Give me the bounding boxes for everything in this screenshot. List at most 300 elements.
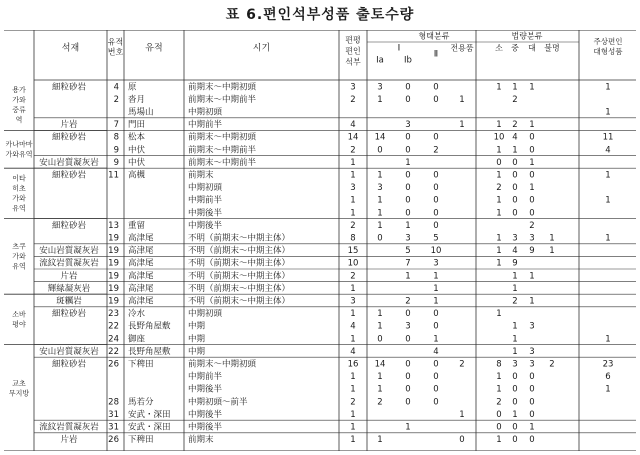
- header-total: 석부: [345, 57, 361, 67]
- value-cell: 0: [433, 397, 439, 408]
- site-cell: 高津尾: [128, 271, 154, 282]
- value-cell: 3: [377, 183, 383, 194]
- header-period: 시기: [252, 43, 271, 54]
- site-cell: 高津尾: [128, 246, 154, 257]
- value-cell: 1: [512, 82, 518, 93]
- header-form: 형태분류: [418, 31, 450, 41]
- value-cell: 0: [529, 435, 535, 446]
- header-large: 대형성품: [593, 47, 623, 56]
- value-cell: 0: [496, 422, 502, 433]
- value-cell: 2: [433, 145, 439, 156]
- period-cell: 前期末～中期前半: [188, 94, 257, 105]
- header-form-I: I: [397, 43, 401, 54]
- site-no-cell: 28: [108, 397, 119, 408]
- value-cell: 1: [512, 271, 518, 282]
- group-label: 무지방: [8, 389, 30, 398]
- period-cell: 中期: [188, 334, 206, 345]
- value-cell: 3: [350, 82, 356, 93]
- site-cell: 長野角屋敷: [128, 321, 171, 332]
- site-no-cell: 19: [108, 258, 119, 269]
- header-size: 불명: [544, 43, 560, 53]
- site-no-cell: 13: [108, 220, 119, 231]
- value-cell: 1: [549, 246, 555, 257]
- value-cell: 0: [459, 435, 465, 446]
- value-cell: 0: [433, 183, 439, 194]
- group-label: 가와: [12, 96, 26, 105]
- value-cell: 2: [350, 145, 356, 156]
- group-label: 교초: [12, 379, 26, 388]
- value-cell: 1: [496, 309, 502, 320]
- value-cell: 2: [512, 94, 518, 105]
- value-cell: 0: [529, 409, 535, 420]
- value-cell: 2: [529, 220, 535, 231]
- value-cell: 0: [405, 397, 411, 408]
- value-cell: 1: [405, 422, 411, 433]
- period-cell: 中期前半: [188, 120, 223, 131]
- period-cell: 前期末～中期前半: [188, 157, 257, 168]
- value-cell: 1: [377, 208, 383, 219]
- data-table: [4, 30, 636, 451]
- value-cell: 3: [529, 233, 535, 244]
- table-svg: [4, 30, 636, 451]
- value-cell: 1: [529, 120, 535, 131]
- value-cell: 7: [405, 258, 411, 269]
- stone-cell: 流紋岩質凝灰岩: [39, 422, 99, 433]
- stone-cell: 細粒砂岩: [51, 220, 87, 231]
- period-cell: 中期初頭～前半: [188, 397, 248, 408]
- stone-cell: 細粒砂岩: [51, 309, 87, 320]
- value-cell: 1: [350, 195, 356, 206]
- site-no-cell: 22: [108, 321, 119, 332]
- value-cell: 0: [405, 183, 411, 194]
- header-site-no: 유적: [107, 37, 124, 47]
- period-cell: 不明（前期末～中期主体）: [188, 233, 291, 244]
- value-cell: 0: [496, 157, 502, 168]
- value-cell: 0: [405, 145, 411, 156]
- site-no-cell: 26: [108, 359, 119, 370]
- value-cell: 0: [512, 372, 518, 383]
- site-cell: 松本: [128, 132, 146, 143]
- value-cell: 1: [350, 157, 356, 168]
- group-label: 히초: [12, 184, 26, 193]
- value-cell: 1: [496, 435, 502, 446]
- value-cell: 15: [347, 246, 359, 257]
- value-cell: 1: [605, 334, 611, 345]
- value-cell: 5: [433, 233, 439, 244]
- stone-cell: 輝緑凝灰岩: [47, 283, 91, 294]
- value-cell: 1: [496, 258, 502, 269]
- value-cell: 1: [605, 233, 611, 244]
- value-cell: 0: [405, 132, 411, 143]
- value-cell: 6: [605, 372, 611, 383]
- site-no-cell: 31: [108, 409, 119, 420]
- header-size: 대: [528, 43, 536, 53]
- value-cell: 10: [347, 258, 359, 269]
- site-cell: 御座: [128, 334, 146, 345]
- value-cell: 3: [529, 321, 535, 332]
- site-no-cell: 4: [113, 82, 119, 93]
- period-cell: 不明（前期末～中期主体）: [188, 271, 291, 282]
- value-cell: 0: [405, 195, 411, 206]
- value-cell: 3: [377, 82, 383, 93]
- value-cell: 3: [350, 183, 356, 194]
- site-no-cell: 8: [113, 132, 119, 143]
- group-label: 이타: [12, 174, 26, 183]
- site-cell: 門田: [128, 120, 146, 131]
- value-cell: 1: [377, 94, 383, 105]
- header-form-Ia: Ⅰa: [376, 55, 384, 66]
- site-no-cell: 9: [113, 157, 119, 168]
- period-cell: 中期: [188, 346, 206, 357]
- site-cell: 安武・深田: [128, 422, 171, 433]
- group-label: 츠쿠: [12, 242, 26, 251]
- value-cell: 1: [350, 372, 356, 383]
- period-cell: 前期末: [188, 170, 214, 181]
- value-cell: 0: [405, 309, 411, 320]
- header-size: 소: [495, 43, 503, 53]
- period-cell: 前期末～中期初頭: [188, 132, 257, 143]
- value-cell: 2: [405, 296, 411, 307]
- value-cell: 1: [350, 309, 356, 320]
- site-no-cell: 11: [108, 170, 119, 181]
- header-transfer: 전용품: [450, 43, 474, 53]
- site-cell: 安武・深田: [128, 409, 171, 420]
- value-cell: 1: [405, 157, 411, 168]
- value-cell: 1: [529, 422, 535, 433]
- stone-cell: 細粒砂岩: [51, 170, 87, 181]
- header-form-II: Ⅱ: [433, 49, 439, 60]
- value-cell: 1: [605, 170, 611, 181]
- group-label: 유역: [12, 204, 26, 213]
- value-cell: 1: [350, 283, 356, 294]
- period-cell: 不明（前期末～中期主体）: [188, 246, 291, 257]
- value-cell: 0: [529, 170, 535, 181]
- value-cell: 4: [512, 132, 518, 143]
- value-cell: 1: [377, 220, 383, 231]
- group-label: 용가: [12, 86, 26, 95]
- site-cell: 高槻: [128, 170, 146, 181]
- site-cell: 高津尾: [128, 258, 154, 269]
- value-cell: 4: [433, 346, 439, 357]
- site-cell: 高津尾: [128, 283, 154, 294]
- value-cell: 1: [350, 435, 356, 446]
- value-cell: 0: [377, 334, 383, 345]
- header-size: 중: [511, 43, 519, 53]
- value-cell: 1: [459, 120, 465, 131]
- group-label: 가와: [12, 252, 26, 261]
- value-cell: 0: [512, 422, 518, 433]
- value-cell: 4: [350, 120, 356, 131]
- value-cell: 1: [496, 233, 502, 244]
- value-cell: 0: [433, 372, 439, 383]
- period-cell: 中期前半: [188, 372, 223, 383]
- value-cell: 2: [350, 397, 356, 408]
- stone-cell: 斑糲岩: [56, 296, 82, 307]
- value-cell: 1: [496, 384, 502, 395]
- stone-cell: 安山岩質凝灰岩: [39, 246, 99, 257]
- value-cell: 1: [377, 435, 383, 446]
- value-cell: 0: [512, 183, 518, 194]
- header-total: 편평: [345, 35, 361, 45]
- value-cell: 4: [512, 246, 518, 257]
- value-cell: 0: [512, 384, 518, 395]
- value-cell: 0: [405, 170, 411, 181]
- value-cell: 1: [529, 183, 535, 194]
- value-cell: 1: [512, 283, 518, 294]
- value-cell: 4: [350, 346, 356, 357]
- value-cell: 0: [405, 372, 411, 383]
- value-cell: 0: [405, 94, 411, 105]
- value-cell: 0: [405, 82, 411, 93]
- value-cell: 1: [529, 82, 535, 93]
- period-cell: 中期後半: [188, 384, 223, 395]
- value-cell: 1: [350, 422, 356, 433]
- period-cell: 前期末: [188, 435, 214, 446]
- stone-cell: 安山岩質凝灰岩: [39, 157, 99, 168]
- value-cell: 14: [374, 359, 386, 370]
- value-cell: 1: [377, 195, 383, 206]
- value-cell: 1: [512, 346, 518, 357]
- site-cell: 原: [128, 82, 137, 93]
- header-blade: 법량분류: [511, 31, 543, 41]
- site-cell: 中伏: [128, 157, 146, 168]
- period-cell: 中期初頭: [188, 107, 223, 118]
- group-label: 소바: [12, 310, 26, 319]
- value-cell: 3: [433, 258, 439, 269]
- site-no-cell: 19: [108, 296, 119, 307]
- site-no-cell: 9: [113, 145, 119, 156]
- site-cell: 中伏: [128, 145, 146, 156]
- value-cell: 2: [512, 120, 518, 131]
- header-site: 유적: [145, 43, 163, 54]
- value-cell: 3: [529, 346, 535, 357]
- value-cell: 0: [405, 359, 411, 370]
- site-no-cell: 19: [108, 283, 119, 294]
- table-title: 표 6.편인석부성품 출토수량: [225, 7, 415, 23]
- value-cell: 0: [433, 195, 439, 206]
- period-cell: 中期後半: [188, 220, 223, 231]
- value-cell: 0: [512, 195, 518, 206]
- site-no-cell: 26: [108, 435, 119, 446]
- value-cell: 1: [377, 372, 383, 383]
- value-cell: 1: [549, 233, 555, 244]
- value-cell: 1: [496, 246, 502, 257]
- value-cell: 2: [549, 359, 555, 370]
- site-no-cell: 22: [108, 346, 119, 357]
- value-cell: 1: [512, 321, 518, 332]
- value-cell: 1: [433, 283, 439, 294]
- stone-cell: 安山岩質凝灰岩: [39, 346, 99, 357]
- value-cell: 1: [377, 384, 383, 395]
- site-cell: 長野角屋敷: [128, 346, 171, 357]
- stone-cell: 片岩: [60, 435, 78, 446]
- value-cell: 1: [605, 384, 611, 395]
- period-cell: 中期初頭: [188, 309, 223, 320]
- site-cell: 高津尾: [128, 233, 154, 244]
- value-cell: 0: [529, 384, 535, 395]
- site-no-cell: 19: [108, 233, 119, 244]
- site-cell: 下稗田: [128, 435, 154, 446]
- site-no-cell: 19: [108, 246, 119, 257]
- value-cell: 0: [433, 94, 439, 105]
- value-cell: 1: [433, 334, 439, 345]
- value-cell: 5: [405, 246, 411, 257]
- value-cell: 1: [496, 208, 502, 219]
- value-cell: 1: [350, 334, 356, 345]
- value-cell: 0: [405, 208, 411, 219]
- value-cell: 2: [459, 359, 465, 370]
- stone-cell: 細粒砂岩: [51, 359, 87, 370]
- value-cell: 0: [512, 435, 518, 446]
- site-cell: 馬場山: [128, 107, 154, 118]
- value-cell: 2: [350, 220, 356, 231]
- value-cell: 2: [350, 271, 356, 282]
- value-cell: 1: [496, 195, 502, 206]
- period-cell: 中期後半: [188, 409, 223, 420]
- group-label: 중류: [12, 106, 26, 115]
- value-cell: 2: [512, 296, 518, 307]
- value-cell: 1: [512, 145, 518, 156]
- group-label: 평야: [12, 320, 26, 329]
- value-cell: 0: [496, 409, 502, 420]
- value-cell: 1: [350, 208, 356, 219]
- value-cell: 0: [512, 170, 518, 181]
- value-cell: 1: [496, 120, 502, 131]
- value-cell: 0: [377, 145, 383, 156]
- value-cell: 0: [433, 82, 439, 93]
- period-cell: 不明（前期末～中期主体）: [188, 258, 291, 269]
- value-cell: 11: [602, 132, 614, 143]
- header-form-Ib: Ⅰb: [404, 55, 412, 66]
- value-cell: 1: [529, 271, 535, 282]
- value-cell: 0: [405, 334, 411, 345]
- value-cell: 0: [512, 397, 518, 408]
- value-cell: 1: [377, 309, 383, 320]
- period-cell: 中期後半: [188, 422, 223, 433]
- value-cell: 1: [529, 296, 535, 307]
- site-cell: 冷水: [128, 309, 146, 320]
- value-cell: 0: [529, 145, 535, 156]
- header-total: 편인: [345, 46, 361, 56]
- period-cell: 不明（前期末～中期主体）: [188, 296, 291, 307]
- value-cell: 1: [605, 107, 611, 118]
- value-cell: 2: [350, 94, 356, 105]
- period-cell: 不明（前期末～中期主体）: [188, 283, 291, 294]
- value-cell: 0: [433, 309, 439, 320]
- site-cell: 馬若分: [128, 397, 154, 408]
- site-no-cell: 24: [108, 334, 119, 345]
- value-cell: 8: [496, 359, 502, 370]
- value-cell: 1: [405, 271, 411, 282]
- stone-cell: 細粒砂岩: [51, 82, 87, 93]
- value-cell: 4: [350, 321, 356, 332]
- value-cell: 1: [496, 82, 502, 93]
- value-cell: 0: [433, 321, 439, 332]
- value-cell: 0: [529, 397, 535, 408]
- value-cell: 0: [433, 170, 439, 181]
- stone-cell: 細粒砂岩: [51, 132, 87, 143]
- value-cell: 0: [433, 208, 439, 219]
- header-large: 주상편인: [593, 37, 623, 46]
- value-cell: 1: [433, 296, 439, 307]
- header-stone: 석재: [61, 43, 80, 54]
- value-cell: 1: [459, 94, 465, 105]
- value-cell: 0: [512, 208, 518, 219]
- value-cell: 1: [496, 170, 502, 181]
- value-cell: 1: [529, 157, 535, 168]
- group-label: 유역: [12, 262, 26, 271]
- value-cell: 3: [405, 120, 411, 131]
- value-cell: 3: [529, 359, 535, 370]
- value-cell: 14: [347, 132, 359, 143]
- value-cell: 0: [377, 233, 383, 244]
- site-no-cell: 19: [108, 271, 119, 282]
- value-cell: 3: [512, 233, 518, 244]
- value-cell: 10: [430, 246, 442, 257]
- value-cell: 0: [529, 195, 535, 206]
- value-cell: 1: [433, 271, 439, 282]
- value-cell: 14: [374, 132, 386, 143]
- stone-cell: 片岩: [60, 271, 78, 282]
- value-cell: 10: [493, 132, 505, 143]
- value-cell: 1: [496, 145, 502, 156]
- value-cell: 4: [605, 145, 611, 156]
- stone-cell: 流紋岩質凝灰岩: [39, 258, 99, 269]
- group-label: 역: [15, 116, 23, 125]
- value-cell: 0: [433, 384, 439, 395]
- period-cell: 中期後半: [188, 208, 223, 219]
- value-cell: 1: [350, 384, 356, 395]
- period-cell: 前期末～中期前半: [188, 145, 257, 156]
- site-no-cell: 2: [113, 94, 119, 105]
- value-cell: 3: [405, 233, 411, 244]
- value-cell: 9: [512, 258, 518, 269]
- value-cell: 0: [433, 220, 439, 231]
- group-label: 카나마마: [5, 140, 33, 149]
- value-cell: 2: [377, 397, 383, 408]
- site-no-cell: 23: [108, 309, 119, 320]
- value-cell: 1: [350, 170, 356, 181]
- value-cell: 0: [529, 208, 535, 219]
- value-cell: 1: [605, 195, 611, 206]
- group-label: 가와유역: [5, 150, 33, 159]
- stone-cell: 片岩: [60, 120, 78, 131]
- value-cell: 1: [496, 372, 502, 383]
- group-label: 가와: [12, 194, 26, 203]
- value-cell: 3: [405, 321, 411, 332]
- value-cell: 1: [405, 220, 411, 231]
- period-cell: 前期末～中期初頭: [188, 359, 257, 370]
- value-cell: 1: [377, 170, 383, 181]
- value-cell: 0: [529, 372, 535, 383]
- value-cell: 16: [347, 359, 359, 370]
- period-cell: 中期初頭: [188, 183, 223, 194]
- value-cell: 23: [602, 359, 614, 370]
- value-cell: 9: [529, 246, 535, 257]
- value-cell: 0: [433, 359, 439, 370]
- period-cell: 前期末～中期初頭: [188, 82, 257, 93]
- value-cell: 0: [433, 132, 439, 143]
- value-cell: 1: [605, 82, 611, 93]
- value-cell: 1: [377, 321, 383, 332]
- period-cell: 中期前半: [188, 195, 223, 206]
- value-cell: 1: [350, 409, 356, 420]
- value-cell: 0: [405, 384, 411, 395]
- header-site-no: 번호: [107, 47, 124, 57]
- value-cell: 0: [512, 157, 518, 168]
- value-cell: 8: [350, 233, 356, 244]
- site-cell: 下稗田: [128, 359, 154, 370]
